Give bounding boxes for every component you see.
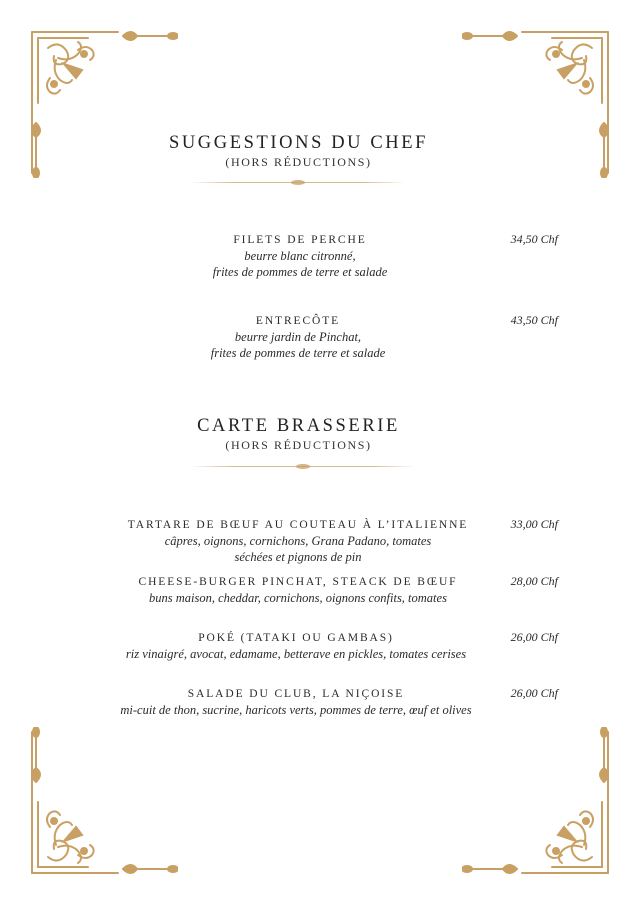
item-price: 26,00 Chf	[510, 630, 558, 644]
section-title: CARTE BRASSERIE	[197, 416, 400, 436]
item-description: buns maison, cheddar, cornichons, oignons confits, tomates	[149, 591, 447, 605]
item-price: 34,50 Chf	[510, 232, 558, 246]
item-description: séchées et pignons de pin	[234, 550, 362, 564]
item-description: mi-cuit de thon, sucrine, haricots verts, pommes de terre, œuf et olives	[120, 703, 472, 717]
ornamental-divider-icon	[190, 179, 406, 187]
section-title: SUGGESTIONS DU CHEF	[168, 133, 429, 153]
item-price: 28,00 Chf	[510, 574, 558, 588]
section-subtitle: (HORS RÉDUCTIONS)	[225, 438, 372, 452]
menu-item	[110, 517, 486, 565]
item-description: frites de pommes de terre et salade	[212, 265, 388, 279]
ornamental-corner-icon-bottom-right	[462, 727, 612, 877]
item-description: frites de pommes de terre et salade	[210, 346, 386, 360]
item-name: ENTRECÔTE	[255, 315, 341, 327]
item-name: CHEESE-BURGER PINCHAT, STEACK DE BŒUF	[138, 576, 458, 588]
menu-item	[86, 630, 506, 662]
item-description: câpres, oignons, cornichons, Grana Padano, tomates	[164, 534, 432, 548]
item-price: 26,00 Chf	[510, 686, 558, 700]
ornamental-corner-icon-bottom-left	[28, 727, 178, 877]
item-name: SALADE DU CLUB, LA NIÇOISE	[187, 688, 405, 700]
item-price: 43,50 Chf	[510, 313, 558, 327]
menu-item	[150, 232, 450, 280]
menu-item	[148, 313, 448, 361]
item-description: beurre jardin de Pinchat,	[234, 330, 362, 344]
section-header-suggestions	[0, 133, 597, 170]
item-description: beurre blanc citronné,	[244, 249, 356, 263]
menu-item	[76, 686, 516, 718]
item-name: TARTARE DE BŒUF AU COUTEAU À L’ITALIENNE	[127, 519, 469, 531]
item-price: 33,00 Chf	[510, 517, 558, 531]
item-name: POKÉ (TATAKI OU GAMBAS)	[198, 632, 394, 644]
ornamental-divider-icon	[190, 463, 416, 471]
section-subtitle: (HORS RÉDUCTIONS)	[225, 155, 372, 169]
section-header-brasserie	[0, 416, 597, 453]
menu-item	[100, 574, 496, 606]
item-name: FILETS DE PERCHE	[233, 234, 367, 246]
item-description: riz vinaigré, avocat, edamame, betterave en pickles, tomates cerises	[125, 647, 467, 661]
